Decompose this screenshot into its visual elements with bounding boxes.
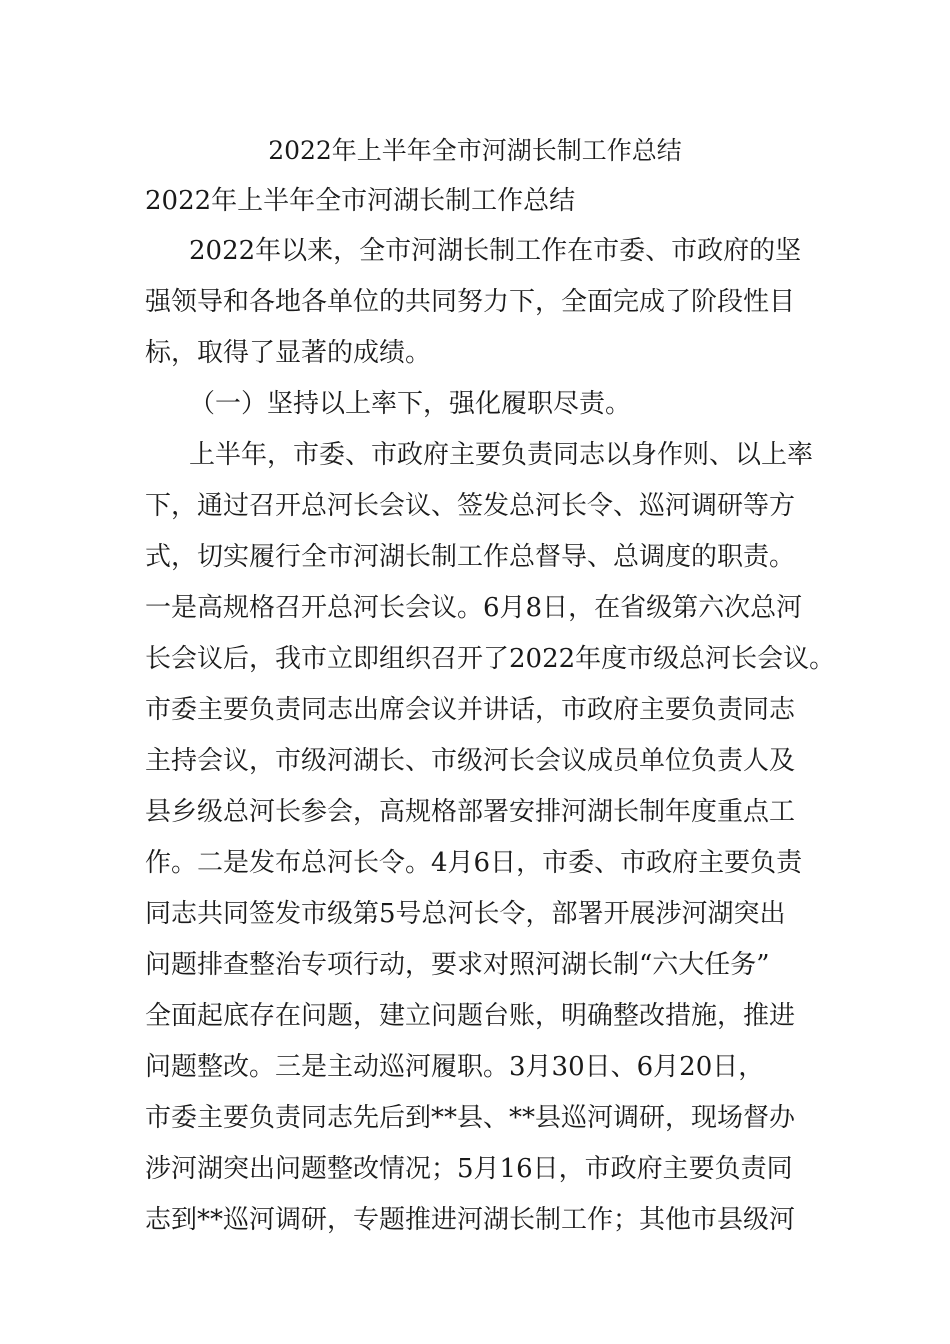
body-text-line: （一）坚持以上率下，强化履职尽责。 bbox=[189, 389, 632, 419]
body-text-line: 上半年，市委、市政府主要负责同志以身作则、以上率 bbox=[189, 440, 814, 470]
document-body bbox=[145, 229, 845, 1249]
document-title: 2022年上半年全市河湖长制工作总结 bbox=[268, 136, 682, 165]
body-text-line: 式，切实履行全市河湖长制工作总督导、总调度的职责。 bbox=[145, 542, 796, 572]
body-text-line: 标，取得了显著的成绩。 bbox=[145, 338, 432, 368]
body-text-line: 长会议后，我市立即组织召开了2022年度市级总河长会议。 bbox=[145, 644, 836, 674]
body-text-line: 作。二是发布总河长令。4月6日，市委、市政府主要负责 bbox=[145, 848, 803, 878]
body-text-line: 主持会议，市级河湖长、市级河长会议成员单位负责人及 bbox=[145, 746, 796, 776]
body-text-line: 2022年以来，全市河湖长制工作在市委、市政府的坚 bbox=[189, 236, 802, 266]
body-text-line: 同志共同签发市级第5号总河长令，部署开展涉河湖突出 bbox=[145, 899, 786, 929]
body-text-line: 志到**巡河调研，专题推进河湖长制工作；其他市县级河 bbox=[145, 1205, 796, 1235]
body-text-line: 市委主要负责同志出席会议并讲话，市政府主要负责同志 bbox=[145, 695, 796, 725]
body-text-line: 市委主要负责同志先后到**县、**县巡河调研，现场督办 bbox=[145, 1103, 796, 1133]
body-text-line: 问题排查整治专项行动，要求对照河湖长制“六大任务” bbox=[145, 950, 770, 980]
body-text-line: 涉河湖突出问题整改情况；5月16日，市政府主要负责同 bbox=[145, 1154, 793, 1184]
body-text-line: 强领导和各地各单位的共同努力下，全面完成了阶段性目 bbox=[145, 287, 796, 317]
document-subtitle: 2022年上半年全市河湖长制工作总结 bbox=[145, 186, 576, 216]
body-text-line: 全面起底存在问题，建立问题台账，明确整改措施，推进 bbox=[145, 1001, 796, 1031]
body-text-line: 县乡级总河长参会，高规格部署安排河湖长制年度重点工 bbox=[145, 797, 796, 827]
body-text-line: 问题整改。三是主动巡河履职。3月30日、6月20日， bbox=[145, 1052, 765, 1082]
body-text-line: 下，通过召开总河长会议、签发总河长令、巡河调研等方 bbox=[145, 491, 796, 521]
body-text-line: 一是高规格召开总河长会议。6月8日，在省级第六次总河 bbox=[145, 593, 803, 623]
